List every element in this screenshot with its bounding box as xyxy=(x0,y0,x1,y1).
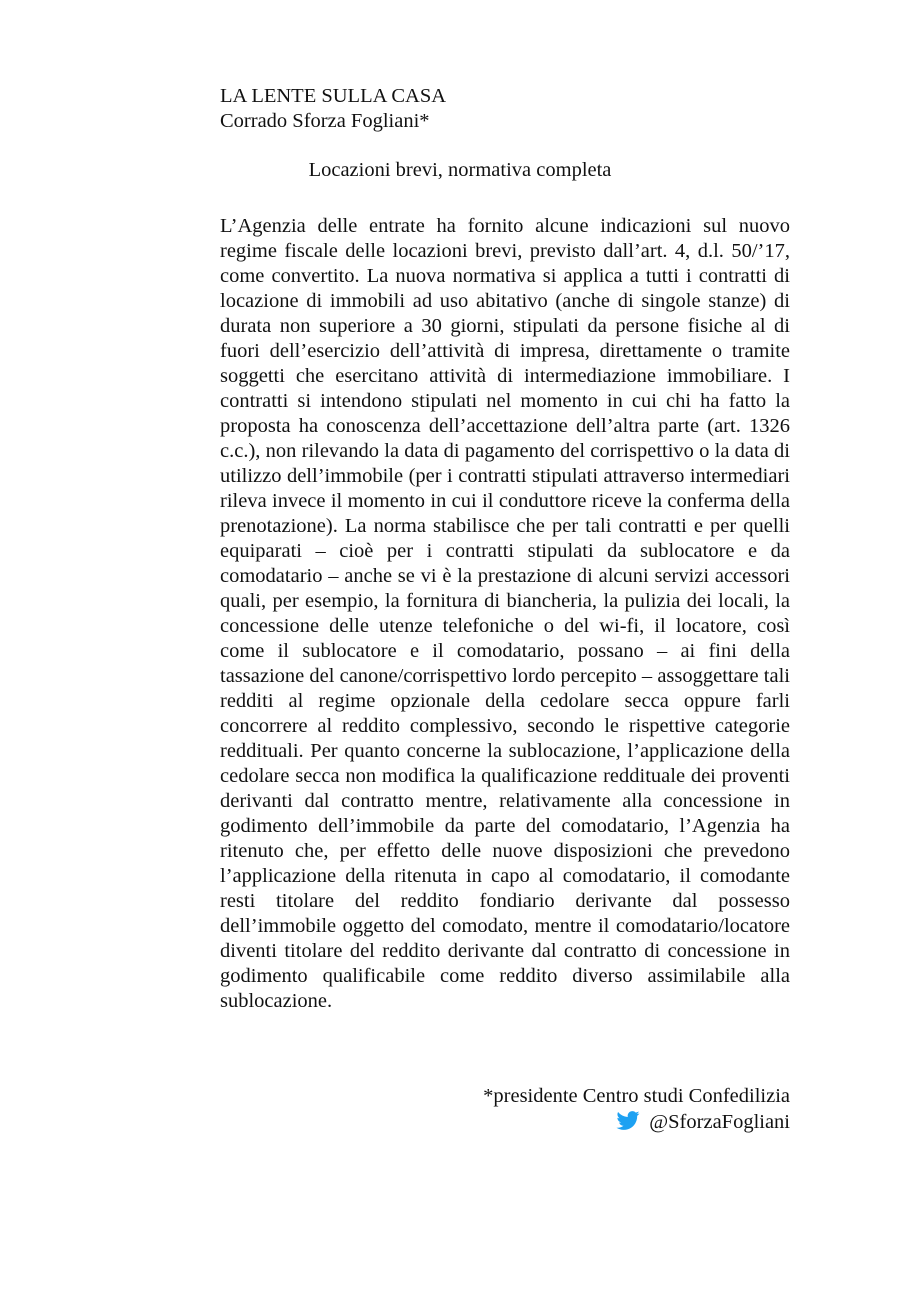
twitter-handle: @SforzaFogliani xyxy=(649,1111,790,1133)
document-header xyxy=(220,84,790,134)
twitter-icon-path xyxy=(617,1111,640,1130)
author-signature-line: *presidente Centro studi Confedilizia xyxy=(483,1085,790,1107)
document-title: LA LENTE SULLA CASA xyxy=(220,85,447,107)
document-author: Corrado Sforza Fogliani* xyxy=(220,110,430,132)
document-body-paragraph: L’Agenzia delle entrate ha fornito alcune indicazioni sul nuovo regime fiscale delle locazioni brevi, previsto dall’art. 4, d.l. 50/’17, come convertito. La nuova normativa si applica a tutti i contratti di locazione di immobili ad uso abitativo (anche di singole stanze) di durata non superiore a 30 giorni, stipulati da persone fisiche al di fuori dell’esercizio dell’attività di impresa, direttamente o tramite soggetti che esercitano attività di intermediazione immobiliare. I contratti si intendono stipulati nel momento in cui chi ha fatto la proposta ha conoscenza dell’accettazione dell’altra parte (art. 1326 c.c.), non rilevando la data di pagamento del corrispettivo o la data di utilizzo dell’immobile (per i contratti stipulati attraverso intermediari rileva invece il momento in cui il conduttore riceve la conferma della prenotazione). La norma stabilisce che per tali contratti e per quelli equiparati – cioè per i contratti stipulati da sublocatore e da comodatario – anche se vi è la prestazione di alcuni servizi accessori quali, per esempio, la fornitura di biancheria, la pulizia dei locali, la concessione delle utenze telefoniche o del wi-fi, il locatore, così come il sublocatore e il comodatario, possano – ai fini della tassazione del canone/corrispettivo lordo percepito – assoggettare tali redditi al regime opzionale della cedolare secca oppure farli concorrere al reddito complessivo, secondo le rispettive categorie reddituali. Per quanto concerne la sublocazione, l’applicazione della cedolare secca non modifica la qualificazione reddituale dei proventi derivanti dal contratto mentre, relativamente alla concessione in godimento dell’immobile da parte del comodatario, l’Agenzia ha ritenuto che, per effetto delle nuove disposizioni che prevedono l’applicazione della ritenuta in capo al comodatario, il comodante resti titolare del reddito fondiario derivante dal possesso dell’immobile oggetto del comodato, mentre il comodatario/locatore diventi titolare del reddito derivante dal contratto di concessione in godimento qualificabile come reddito diverso assimilabile alla sublocazione. xyxy=(220,215,790,1012)
document-subtitle: Locazioni brevi, normativa completa xyxy=(308,159,612,181)
twitter-handle-line xyxy=(220,1109,790,1135)
twitter-icon xyxy=(614,1109,642,1132)
document-footer xyxy=(220,1084,790,1135)
